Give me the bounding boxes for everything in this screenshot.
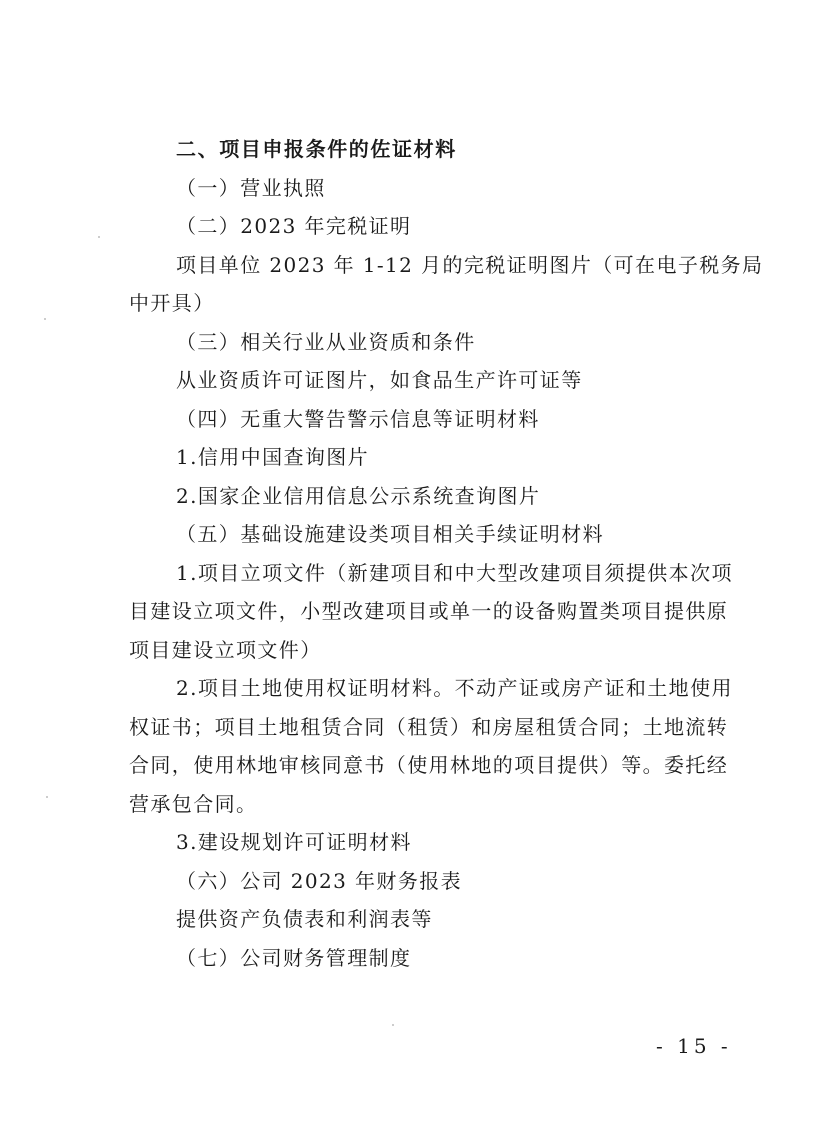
infrastructure-sub-2-line1: 2.项目土地使用权证明材料。不动产证或房产证和土地使用 [176,676,733,700]
infrastructure-sub-2-line3: 合同，使用林地审核同意书（使用林地的项目提供）等。委托经 [129,753,729,777]
infrastructure-sub-1-line2: 目建设立项文件，小型改建项目或单一的设备购置类项目提供原 [129,599,729,623]
no-warnings-sub-2: 2.国家企业信用信息公示系统查询图片 [176,484,541,508]
tax-certificate-desc-line1: 项目单位 2023 年 1-12 月的完税证明图片（可在电子税务局 [176,253,764,277]
scan-speck [46,796,48,798]
item-infrastructure: （五）基础设施建设类项目相关手续证明材料 [176,522,604,546]
section-title: 二、项目申报条件的佐证材料 [176,137,457,161]
item-tax-certificate: （二）2023 年完税证明 [176,214,412,238]
infrastructure-sub-2-line4: 营承包合同。 [129,792,258,816]
infrastructure-sub-1-line3: 项目建设立项文件） [129,638,322,662]
page-number: - 15 - [656,1034,732,1058]
financial-statements-desc: 提供资产负债表和利润表等 [176,907,433,931]
infrastructure-sub-1-line1: 1.项目立项文件（新建项目和中大型改建项目须提供本次项 [176,561,733,585]
item-business-license: （一）营业执照 [176,176,326,200]
no-warnings-sub-1: 1.信用中国查询图片 [176,445,370,469]
item-no-warnings: （四）无重大警告警示信息等证明材料 [176,407,540,431]
item-qualifications: （三）相关行业从业资质和条件 [176,330,476,354]
scan-speck [44,318,46,320]
infrastructure-sub-2-line2: 权证书；项目土地租赁合同（租赁）和房屋租赁合同；土地流转 [129,715,729,739]
tax-certificate-desc-line2: 中开具） [129,291,215,315]
infrastructure-sub-3: 3.建设规划许可证明材料 [176,830,412,854]
item-financial-statements: （六）公司 2023 年财务报表 [176,869,463,893]
scan-speck [392,1024,394,1026]
qualifications-desc: 从业资质许可证图片，如食品生产许可证等 [176,368,583,392]
item-financial-management: （七）公司财务管理制度 [176,946,412,970]
scan-speck [98,236,100,238]
